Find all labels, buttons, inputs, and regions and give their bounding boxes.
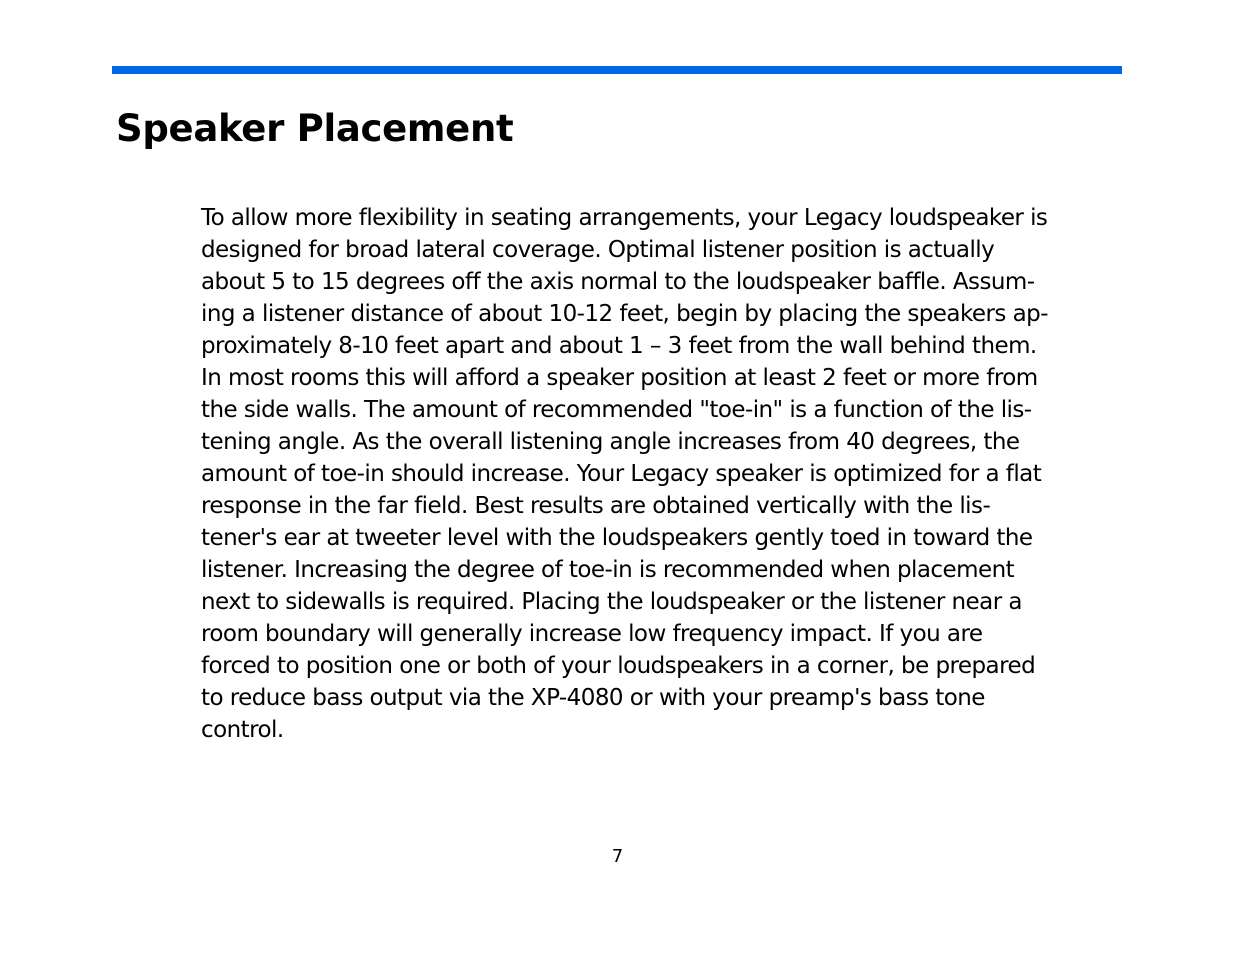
body-line: To allow more flexibility in seating arrangements, your Legacy loudspeaker is xyxy=(201,205,1048,231)
body-line: response in the far field. Best results are obtained vertically with the lis- xyxy=(201,493,991,519)
header-rule xyxy=(112,66,1122,74)
body-line: In most rooms this will afford a speaker position at least 2 feet or more from xyxy=(201,365,1038,391)
page-title: Speaker Placement xyxy=(116,107,514,150)
body-line: forced to position one or both of your loudspeakers in a corner, be prepared xyxy=(201,653,1036,679)
body-line: next to sidewalls is required. Placing the loudspeaker or the listener near a xyxy=(201,589,1022,615)
body-line: room boundary will generally increase low frequency impact. If you are xyxy=(201,621,983,647)
body-line: proximately 8-10 feet apart and about 1 – 3 feet from the wall behind them. xyxy=(201,333,1037,359)
body-line: amount of toe-in should increase. Your Legacy speaker is optimized for a flat xyxy=(201,461,1042,487)
body-line: the side walls. The amount of recommended "toe-in" is a function of the lis- xyxy=(201,397,1032,423)
body-line: listener. Increasing the degree of toe-in is recommended when placement xyxy=(201,557,1015,583)
body-line: designed for broad lateral coverage. Optimal listener position is actually xyxy=(201,237,995,263)
page-number: 7 xyxy=(611,846,624,867)
body-line: tener's ear at tweeter level with the loudspeakers gently toed in toward the xyxy=(201,525,1033,551)
body-line: to reduce bass output via the XP-4080 or with your preamp's bass tone xyxy=(201,685,985,711)
body-line: ing a listener distance of about 10-12 feet, begin by placing the speakers ap- xyxy=(201,301,1048,327)
body-paragraph xyxy=(201,202,1121,746)
body-line: about 5 to 15 degrees off the axis normal to the loudspeaker baffle. Assum- xyxy=(201,269,1035,295)
body-line: control. xyxy=(201,717,284,743)
body-line: tening angle. As the overall listening angle increases from 40 degrees, the xyxy=(201,429,1020,455)
